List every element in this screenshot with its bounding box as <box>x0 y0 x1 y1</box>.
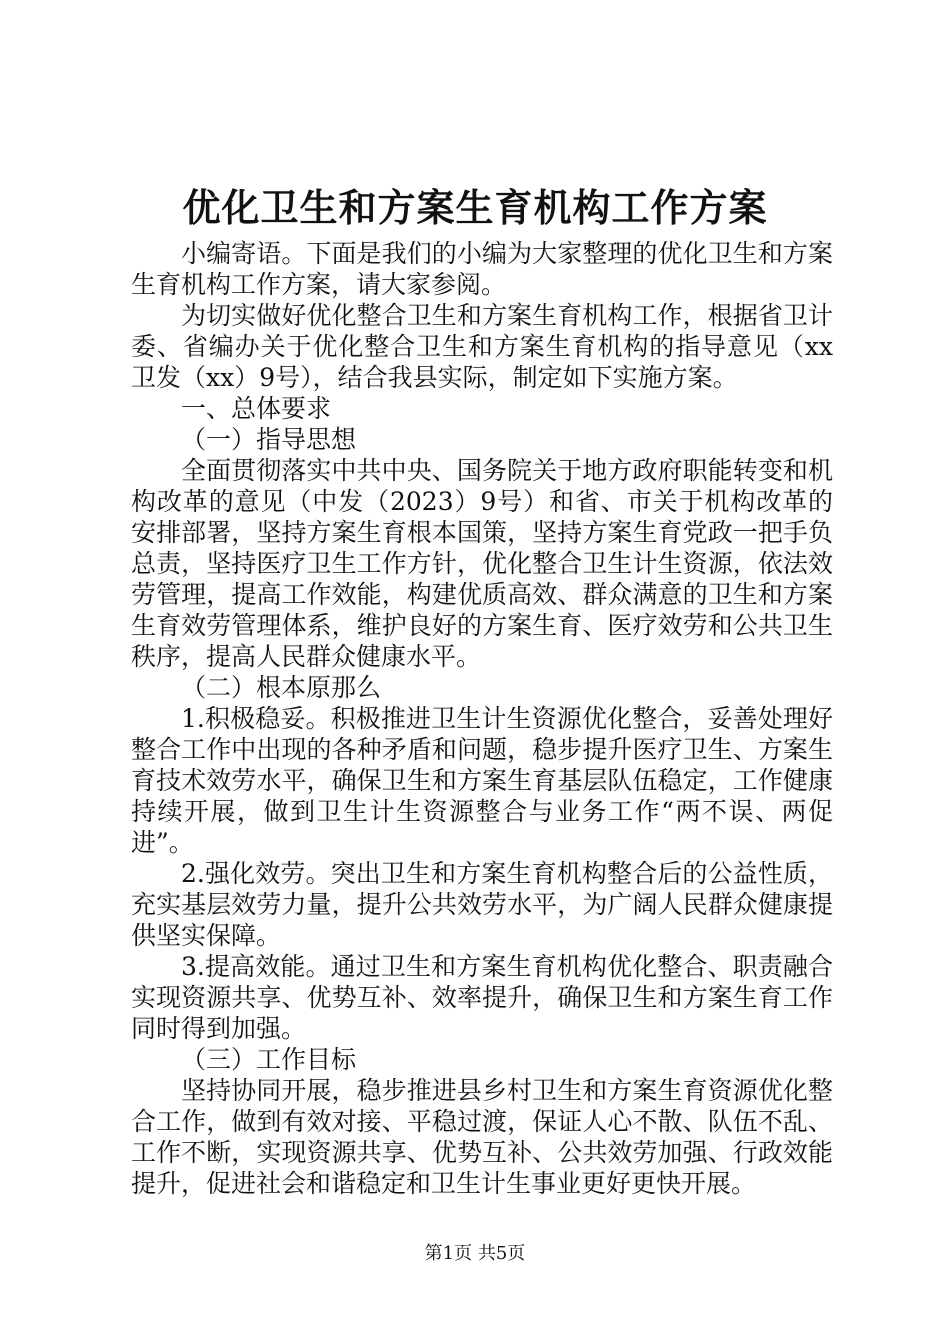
work-goals-paragraph: 坚持协同开展，稳步推进县乡村卫生和方案生育资源优化整合工作，做到有效对接、平稳过渡，保证人心不散、队伍不乱、工作不断，实现资源共享、优势互补、公共效劳加强、行政效能提升，促进社会和谐稳定和卫生计生事业更好更快开展。 <box>131 1076 833 1198</box>
purpose-paragraph: 为切实做好优化整合卫生和方案生育机构工作，根据省卫计委、省编办关于优化整合卫生和方案生育机构的指导意见（xx卫发（xx）9号），结合我县实际，制定如下实施方案。 <box>131 301 833 392</box>
principle-2-paragraph: 2.强化效劳。突出卫生和方案生育机构整合后的公益性质，充实基层效劳力量，提升公共效劳水平，为广阔人民群众健康提供坚实保障。 <box>131 859 833 950</box>
document-title: 优化卫生和方案生育机构工作方案 <box>182 185 768 230</box>
subsection-heading-work-goals: （三）工作目标 <box>181 1045 357 1074</box>
principle-3-paragraph: 3.提高效能。通过卫生和方案生育机构优化整合、职责融合实现资源共享、优势互补、效率提升，确保卫生和方案生育工作同时得到加强。 <box>131 952 833 1043</box>
subsection-heading-basic-principles: （二）根本原那么 <box>181 673 382 702</box>
document-body <box>131 238 833 1199</box>
page-number-footer: 第1页 共5页 <box>424 1243 526 1264</box>
intro-paragraph: 小编寄语。下面是我们的小编为大家整理的优化卫生和方案生育机构工作方案，请大家参阅。 <box>131 239 833 299</box>
guiding-thought-paragraph: 全面贯彻落实中共中央、国务院关于地方政府职能转变和机构改革的意见（中发（2023）9号）和省、市关于机构改革的安排部署，坚持方案生育根本国策，坚持方案生育党政一把手负总责，坚持医疗卫生工作方针，优化整合卫生计生资源，依法效劳管理，提高工作效能，构建优质高效、群众满意的卫生和方案生育效劳管理体系，维护良好的方案生育、医疗效劳和公共卫生秩序，提高人民群众健康水平。 <box>131 456 833 671</box>
principle-1-paragraph: 1.积极稳妥。积极推进卫生计生资源优化整合，妥善处理好整合工作中出现的各种矛盾和问题，稳步提升医疗卫生、方案生育技术效劳水平，确保卫生和方案生育基层队伍稳定，工作健康持续开展，做到卫生计生资源整合与业务工作“两不误、两促进”。 <box>131 704 833 857</box>
subsection-heading-guiding-thought: （一）指导思想 <box>181 425 357 454</box>
section-heading-general-requirements: 一、总体要求 <box>181 394 332 423</box>
